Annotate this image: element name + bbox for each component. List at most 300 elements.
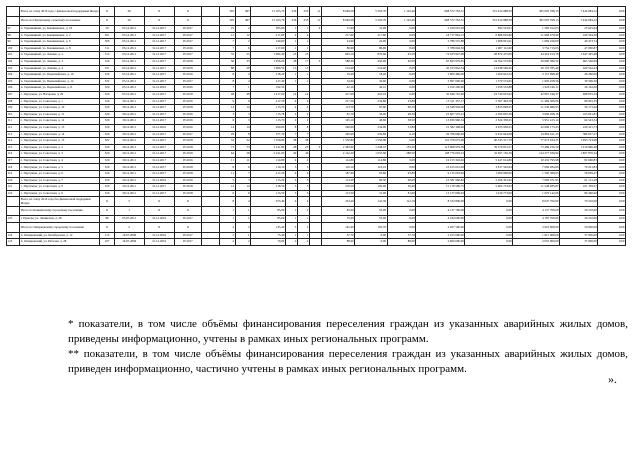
- table-cell: 0,00: [598, 26, 626, 33]
- table-cell: 1 019 773,00: [465, 190, 513, 197]
- table-cell: 0,00: [387, 26, 416, 33]
- table-row: [7, 58, 626, 65]
- table-cell: 8: [235, 131, 251, 138]
- table-cell: 0,00: [598, 184, 626, 191]
- table-cell: 8 049,58: [321, 7, 355, 17]
- table-cell: 351 614 988,59: [465, 7, 513, 17]
- table-cell: 15 311 357,17: [416, 98, 465, 105]
- resettlement-register-table: [6, 6, 626, 246]
- table-cell: 160 564,36: [560, 32, 598, 39]
- table-cell: IV.2018: [174, 171, 202, 178]
- table-cell: 60,60: [387, 177, 416, 184]
- footnote-2: ** показатели, в том числе объёмы финансирования переселения граждан из указанных аварийных жилых домов, приведен информационно, частично учтены в рамках иных региональных программ.: [68, 348, 628, 375]
- table-cell: 1 000 900,00: [465, 171, 513, 178]
- table-cell: 4 935 958,25: [465, 124, 513, 131]
- table-cell: 2 010 200,00: [416, 85, 465, 92]
- table-cell: 1 929 160,11: [513, 85, 560, 92]
- table-cell: Итого по Пертунскому сельскому поселению: [20, 16, 100, 26]
- table-cell: 85,00: [251, 216, 286, 223]
- table-cell: [309, 138, 321, 145]
- table-cell: 108: [7, 98, 20, 105]
- table-cell: 2: [220, 232, 236, 239]
- table-row: [7, 190, 626, 197]
- table-cell: 40: [297, 151, 309, 158]
- table-cell: с. Пертунцы, ул. Советская, д. 11: [20, 111, 100, 118]
- table-cell: с. Пертунцы, ул. Советская, д. 14: [20, 131, 100, 138]
- table-cell: г. Ермолы, ул. Ленинская, д. 28: [20, 216, 100, 223]
- table-cell: с. Пертунцы, ул. Советская, д. 9: [20, 190, 100, 197]
- table-cell: п. Ошерковский, ул. Рабочая, д. 28: [20, 239, 100, 246]
- table-cell: IV.2018: [174, 144, 202, 151]
- table-cell: [202, 206, 220, 216]
- table-cell: 260,00: [321, 124, 355, 131]
- table-cell: 113,70: [321, 105, 355, 112]
- table-cell: 11 469 506,06: [513, 98, 560, 105]
- table-cell: 2 566 301,62: [465, 177, 513, 184]
- table-cell: 305: [220, 7, 236, 17]
- table-cell: IV.2018: [174, 105, 202, 112]
- table-cell: 8: [297, 124, 309, 131]
- table-cell: [202, 177, 220, 184]
- table-cell: с. Пертунцы, ул. Советская, д. 10: [20, 105, 100, 112]
- table-row: [7, 111, 626, 118]
- table-cell: 125: [7, 239, 20, 246]
- table-cell: 31.12.2017: [144, 98, 174, 105]
- table-cell: 3: [285, 164, 297, 171]
- table-cell: 0,00: [598, 138, 626, 145]
- table-cell: с. Пертунцы, ул. Советская, д. 3: [20, 151, 100, 158]
- table-cell: 1 370 574,65: [465, 78, 513, 85]
- table-cell: [202, 164, 220, 171]
- table-cell: 30.12.2011: [114, 151, 144, 158]
- table-cell: 81,70: [321, 111, 355, 118]
- table-cell: 4 137 700,00: [416, 206, 465, 216]
- table-cell: 05.12.2011: [114, 72, 144, 79]
- table-cell: 88: [220, 65, 236, 72]
- table-cell: [309, 72, 321, 79]
- table-cell: 40,00: [387, 58, 416, 65]
- table-cell: 11: [309, 16, 321, 26]
- table-cell: 217,50: [321, 98, 355, 105]
- table-cell: 1: [220, 216, 236, 223]
- table-cell: 0,00: [355, 239, 387, 246]
- table-cell: 64 543,34: [560, 118, 598, 125]
- table-cell: 234,80: [355, 98, 387, 105]
- table-cell: Х: [100, 197, 114, 207]
- table-cell: 30.12.2011: [114, 138, 144, 145]
- table-cell: 1: [285, 216, 297, 223]
- table-cell: 34,60: [355, 78, 387, 85]
- table-cell: 217,20: [251, 171, 286, 178]
- table-cell: 77 673 034,33: [513, 138, 560, 145]
- table-cell: 9 454 944,08: [465, 131, 513, 138]
- table-cell: 0,00: [387, 206, 416, 216]
- table-cell: 1: [297, 26, 309, 33]
- table-cell: 8 334 800,00: [416, 197, 465, 207]
- table-cell: 30.12.2011: [114, 171, 144, 178]
- table-cell: 520: [100, 157, 114, 164]
- table-cell: 8 049,58: [321, 16, 355, 26]
- table-cell: 24,90: [321, 39, 355, 46]
- table-cell: [202, 131, 220, 138]
- table-cell: 259,80: [355, 131, 387, 138]
- table-cell: 61 151,28: [560, 177, 598, 184]
- table-cell: IV.2016: [174, 157, 202, 164]
- table-cell: 123: [7, 216, 20, 223]
- table-cell: 1 695 458,56: [513, 78, 560, 85]
- table-cell: 58 699,47: [560, 171, 598, 178]
- table-cell: 218,20: [251, 72, 286, 79]
- table-cell: 217,40: [251, 78, 286, 85]
- table-cell: 4: [285, 157, 297, 164]
- table-row: [7, 157, 626, 164]
- table-cell: 122: [7, 190, 20, 197]
- table-cell: [309, 98, 321, 105]
- table-cell: 1: [235, 206, 251, 216]
- table-cell: [7, 206, 20, 216]
- table-cell: 44 416 013,78: [513, 52, 560, 59]
- table-cell: [309, 177, 321, 184]
- table-cell: 0,00: [598, 16, 626, 26]
- table-cell: 106: [7, 85, 20, 92]
- table-cell: 0,00: [387, 32, 416, 39]
- table-cell: 0,00: [387, 85, 416, 92]
- table-cell: 05.12.2011: [114, 78, 144, 85]
- table-cell: 2 524 338,25: [465, 118, 513, 125]
- table-cell: 11 548 285,87: [513, 184, 560, 191]
- table-cell: 305: [220, 16, 236, 26]
- table-cell: 1 907 112,60: [465, 45, 513, 52]
- table-cell: 102: [7, 58, 20, 65]
- table-cell: 25: [285, 52, 297, 59]
- table-cell: 56 173,46: [560, 105, 598, 112]
- table-cell: с. Пертунцы, ул. Советская, д. 12: [20, 118, 100, 125]
- table-cell: 520: [100, 164, 114, 171]
- table-cell: 145,40: [321, 223, 355, 233]
- table-cell: 0,00: [387, 78, 416, 85]
- table-cell: 23,80: [387, 98, 416, 105]
- table-cell: Х: [144, 206, 174, 216]
- table-cell: 1 679 142,06: [513, 190, 560, 197]
- table-cell: [309, 52, 321, 59]
- table-cell: 0,00: [387, 91, 416, 98]
- table-cell: 3 906 208,18: [513, 111, 560, 118]
- table-cell: 24,90: [355, 39, 387, 46]
- table-cell: 0,00: [387, 45, 416, 52]
- table-cell: 31.12.2017: [144, 171, 174, 178]
- table-cell: IV.2016: [174, 98, 202, 105]
- table-cell: 14: [285, 91, 297, 98]
- table-cell: 7 444 084,12: [560, 16, 598, 26]
- table-cell: 1: [297, 206, 309, 216]
- table-cell: 288,50: [387, 151, 416, 158]
- table-cell: IV.2016: [174, 45, 202, 52]
- table-cell: 1: [285, 39, 297, 46]
- table-cell: 1 550,80: [321, 138, 355, 145]
- table-cell: 532: [100, 78, 114, 85]
- table-cell: 5: [285, 190, 297, 197]
- table-cell: 31.12.2017: [144, 39, 174, 46]
- table-cell: 31.12.2017: [144, 91, 174, 98]
- table-cell: 37 000,00: [560, 232, 598, 239]
- closing-quote-mark: ».: [608, 372, 617, 386]
- table-cell: п. Терешкиный, ул. Ленина, д. 3: [20, 58, 100, 65]
- table-cell: 70 221,83: [560, 164, 598, 171]
- table-cell: 112: [7, 124, 20, 131]
- table-cell: [309, 118, 321, 125]
- table-row: [7, 26, 626, 33]
- table-row: [7, 197, 626, 207]
- table-cell: IV.2017: [174, 232, 202, 239]
- table-cell: 30.12.2011: [114, 118, 144, 125]
- table-cell: 31,90: [355, 190, 387, 197]
- table-cell: 1: [297, 45, 309, 52]
- table-cell: 89 925,35: [560, 98, 598, 105]
- table-cell: 3: [297, 223, 309, 233]
- table-cell: 20 210,00: [560, 216, 598, 223]
- table-cell: 0,00: [598, 144, 626, 151]
- table-cell: с. Пертунцы, ул. Советская, д. 2: [20, 144, 100, 151]
- table-cell: 122 378 075,68: [416, 138, 465, 145]
- table-cell: 101 339,57: [560, 184, 598, 191]
- table-cell: 31.12.2017: [144, 32, 174, 39]
- table-cell: 0,00: [598, 91, 626, 98]
- table-cell: 0,00: [598, 232, 626, 239]
- table-cell: 113,50: [251, 190, 286, 197]
- table-cell: 107: [100, 239, 114, 246]
- table-cell: 113: [100, 232, 114, 239]
- table-cell: 110,10: [355, 164, 387, 171]
- table-cell: 0,00: [598, 177, 626, 184]
- table-cell: IV.2018: [174, 184, 202, 191]
- table-cell: 3: [309, 144, 321, 151]
- table-cell: 1: [235, 85, 251, 92]
- table-cell: 10 607 575,21: [416, 111, 465, 118]
- table-cell: 31.12.2017: [144, 78, 174, 85]
- table-cell: 90,70: [387, 105, 416, 112]
- table-cell: [202, 105, 220, 112]
- table-cell: 1 068 001,91: [465, 39, 513, 46]
- table-cell: 665 546,99: [560, 58, 598, 65]
- table-cell: Всего по этапу 2016 года с финансовой поддержкой Фонда: [20, 7, 100, 17]
- footnote-1: * показатели, в том числе объёмы финансирования переселения граждан из указанных аварийных жилых домов, приведены информационно, учтены в рамках иных региональных программ.: [68, 318, 628, 345]
- table-cell: 30.12.2011: [114, 111, 144, 118]
- table-cell: [309, 111, 321, 118]
- table-cell: 192,50: [251, 85, 286, 92]
- table-cell: 520: [100, 91, 114, 98]
- table-cell: 1 460 922,52: [465, 72, 513, 79]
- table-cell: 5 604 733,03: [465, 184, 513, 191]
- table-cell: [202, 98, 220, 105]
- table-cell: 05.12.2011: [114, 65, 144, 72]
- table-cell: 520: [100, 98, 114, 105]
- table-cell: 86: [100, 216, 114, 223]
- table-row: [7, 177, 626, 184]
- table-cell: 31.12.2017: [144, 184, 174, 191]
- table-cell: 3 853 098,25: [465, 105, 513, 112]
- table-cell: 124 277 939,94: [513, 151, 560, 158]
- table-cell: 0,00: [598, 85, 626, 92]
- table-cell: 5: [114, 197, 144, 207]
- table-cell: 2: [235, 39, 251, 46]
- table-cell: 11: [235, 157, 251, 164]
- table-cell: 217,50: [251, 98, 286, 105]
- table-cell: 30.12.2011: [114, 98, 144, 105]
- table-cell: 26 102,00: [560, 85, 598, 92]
- table-row: [7, 78, 626, 85]
- table-cell: 0,00: [598, 190, 626, 197]
- table-cell: [202, 111, 220, 118]
- table-cell: 3: [309, 58, 321, 65]
- table-cell: 2 241,00: [251, 151, 286, 158]
- table-cell: 4: [235, 78, 251, 85]
- table-cell: IV.2018: [174, 190, 202, 197]
- table-cell: 260,00: [251, 124, 286, 131]
- table-cell: 25 625,64: [560, 26, 598, 33]
- table-cell: 31.12.2017: [144, 157, 174, 164]
- table-cell: 13: [285, 65, 297, 72]
- table-cell: 25: [297, 52, 309, 59]
- table-cell: 0,00: [387, 65, 416, 72]
- table-cell: 31.12.2016: [144, 124, 174, 131]
- table-cell: 4 187 700,00: [513, 216, 560, 223]
- table-cell: 0,00: [598, 111, 626, 118]
- table-cell: 4: [220, 223, 236, 233]
- table-cell: [202, 78, 220, 85]
- table-cell: 7 444 084,12: [560, 7, 598, 17]
- table-cell: 73: [235, 144, 251, 151]
- table-cell: Х: [144, 197, 174, 207]
- table-cell: 4: [309, 26, 321, 33]
- table-cell: 18 717 864,15: [416, 32, 465, 39]
- table-cell: 5: [285, 184, 297, 191]
- table-row: [7, 131, 626, 138]
- table-cell: 13 137 096,03: [416, 190, 465, 197]
- table-cell: 5: [220, 177, 236, 184]
- table-cell: 31.12.2016: [144, 239, 174, 246]
- table-cell: 240,60: [251, 39, 286, 46]
- table-cell: 4: [297, 105, 309, 112]
- table-cell: 30.12.2011: [114, 164, 144, 171]
- table-cell: 1 915 000,00: [513, 232, 560, 239]
- table-cell: 05.12.2011: [114, 39, 144, 46]
- table-cell: Х: [174, 7, 202, 17]
- table-cell: 28 874 475,00: [465, 52, 513, 59]
- table-cell: 73 489 256,50: [513, 144, 560, 151]
- table-cell: 31.12.2017: [144, 65, 174, 72]
- table-cell: 33: [235, 58, 251, 65]
- table-cell: [285, 85, 297, 92]
- table-cell: 55,00: [355, 206, 387, 216]
- table-cell: 512: [100, 52, 114, 59]
- table-cell: [202, 232, 220, 239]
- table-cell: 7 096 284,66: [513, 164, 560, 171]
- table-cell: 52: [235, 138, 251, 145]
- table-cell: 1: [235, 232, 251, 239]
- table-cell: 531: [100, 65, 114, 72]
- table-cell: 115: [7, 144, 20, 151]
- table-cell: 55: [235, 52, 251, 59]
- table-cell: 20: [235, 65, 251, 72]
- table-cell: [202, 151, 220, 158]
- table-cell: 1: [297, 39, 309, 46]
- table-cell: 50: [220, 58, 236, 65]
- table-cell: 103: [7, 65, 20, 72]
- table-cell: 1: [285, 72, 297, 79]
- table-row: [7, 39, 626, 46]
- table-cell: 105,10: [321, 118, 355, 125]
- table-cell: IV.2018: [174, 91, 202, 98]
- table-cell: 30.12.2011: [114, 157, 144, 164]
- table-cell: [202, 16, 220, 26]
- table-cell: 1 653,60: [355, 151, 387, 158]
- table-cell: [7, 223, 20, 233]
- table-cell: п. Ошерковский, ул. Октябрьская, д. 12: [20, 232, 100, 239]
- table-cell: 7: [235, 171, 251, 178]
- table-cell: 429 552,43: [560, 65, 598, 72]
- table-cell: 2: [220, 239, 236, 246]
- table-cell: IV.2018: [174, 65, 202, 72]
- table-cell: 31.12.2017: [144, 105, 174, 112]
- table-cell: 520: [100, 118, 114, 125]
- table-cell: 520: [100, 190, 114, 197]
- table-cell: 7 066 371,93: [513, 177, 560, 184]
- table-cell: [202, 184, 220, 191]
- table-cell: с. Пертунцы, ул. Советская, д. 13: [20, 124, 100, 131]
- table-cell: 97,00: [355, 105, 387, 112]
- table-cell: IV.2017: [174, 239, 202, 246]
- table-cell: 1 102,40: [387, 7, 416, 17]
- table-cell: 11 239 686,93: [513, 105, 560, 112]
- table-cell: 9: [235, 98, 251, 105]
- table-cell: 88,00: [387, 239, 416, 246]
- table-cell: 0,00: [387, 138, 416, 145]
- table-cell: 520: [100, 184, 114, 191]
- table-cell: 14: [220, 184, 236, 191]
- table-cell: 14: [235, 105, 251, 112]
- table-cell: 4: [297, 98, 309, 105]
- table-cell: 05.12.2011: [114, 52, 144, 59]
- table-cell: 14: [297, 91, 309, 98]
- table-cell: IV.2016: [174, 177, 202, 184]
- table-cell: [202, 138, 220, 145]
- table-cell: 57,70: [321, 232, 355, 239]
- table-cell: 502: [100, 138, 114, 145]
- table-cell: 75,40: [251, 232, 286, 239]
- table-cell: 5 563,70: [355, 16, 387, 26]
- table-cell: 5 788 694,50: [416, 45, 465, 52]
- table-cell: IV.2017: [174, 131, 202, 138]
- table-cell: 2: [285, 111, 297, 118]
- table-cell: 8: [220, 72, 236, 79]
- table-cell: 3: [285, 223, 297, 233]
- table-cell: 25: [220, 26, 236, 33]
- table-cell: 31.12.2017: [144, 26, 174, 33]
- table-cell: с. Пертунцы, ул. Советская, д. 1: [20, 98, 100, 105]
- table-cell: 31,90: [321, 26, 355, 33]
- table-row: [7, 32, 626, 39]
- table-cell: 863,10: [321, 52, 355, 59]
- table-cell: 217,60: [251, 32, 286, 39]
- table-cell: [202, 239, 220, 246]
- table-cell: [202, 52, 220, 59]
- table-cell: IV.2018: [174, 58, 202, 65]
- table-cell: 70,00: [251, 239, 286, 246]
- table-cell: 0,00: [387, 223, 416, 233]
- table-cell: IV.2016: [174, 111, 202, 118]
- table-cell: 05.12.2011: [114, 26, 144, 33]
- table-cell: IV.2017: [174, 26, 202, 33]
